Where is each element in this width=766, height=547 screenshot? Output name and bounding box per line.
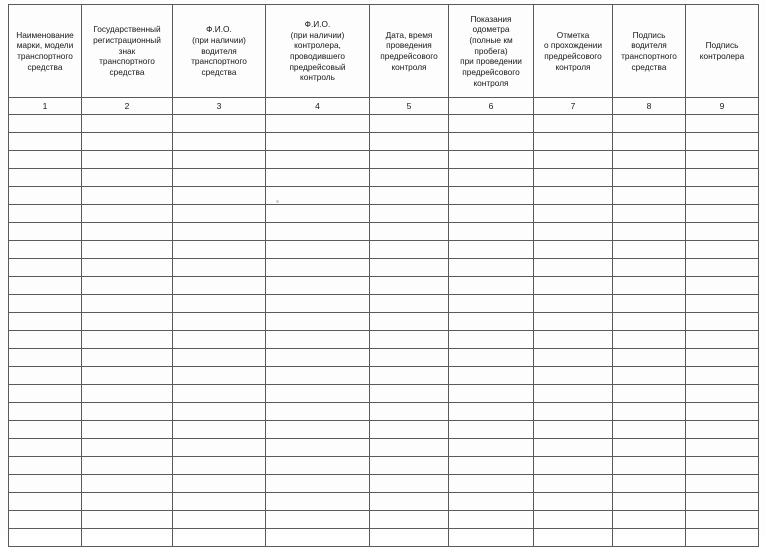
table-cell[interactable]	[449, 403, 534, 421]
table-cell[interactable]	[9, 133, 82, 151]
table-row	[9, 493, 759, 511]
column-header-datetime: Дата, время проведения предрейсового контроля	[370, 5, 449, 98]
table-cell[interactable]	[534, 277, 613, 295]
table-cell[interactable]	[370, 457, 449, 475]
table-cell[interactable]	[173, 529, 266, 547]
table-cell[interactable]	[686, 259, 759, 277]
table-cell[interactable]	[534, 403, 613, 421]
table-cell[interactable]	[370, 133, 449, 151]
table-cell[interactable]	[173, 151, 266, 169]
table-cell[interactable]	[266, 385, 370, 403]
table-cell[interactable]	[534, 367, 613, 385]
table-cell[interactable]	[9, 529, 82, 547]
table-cell[interactable]	[534, 169, 613, 187]
table-cell[interactable]	[173, 277, 266, 295]
table-cell[interactable]	[370, 349, 449, 367]
table-cell[interactable]	[370, 475, 449, 493]
table-cell[interactable]	[173, 511, 266, 529]
table-cell[interactable]	[370, 403, 449, 421]
table-cell[interactable]	[449, 241, 534, 259]
table-cell[interactable]	[613, 457, 686, 475]
paper-speck	[276, 200, 279, 203]
table-row	[9, 475, 759, 493]
table-cell[interactable]	[370, 115, 449, 133]
table-cell[interactable]	[613, 205, 686, 223]
table-cell[interactable]	[173, 439, 266, 457]
table-cell[interactable]	[173, 241, 266, 259]
column-number-8: 8	[613, 98, 686, 115]
table-cell[interactable]	[266, 259, 370, 277]
table-cell[interactable]	[449, 367, 534, 385]
table-cell[interactable]	[82, 241, 173, 259]
table-cell[interactable]	[686, 115, 759, 133]
column-header-controller-signature: Подпись контролера	[686, 5, 759, 98]
table-cell[interactable]	[449, 223, 534, 241]
table-cell[interactable]	[370, 205, 449, 223]
table-cell[interactable]	[370, 313, 449, 331]
table-cell[interactable]	[82, 169, 173, 187]
table-cell[interactable]	[686, 151, 759, 169]
table-cell[interactable]	[613, 511, 686, 529]
table-cell[interactable]	[82, 259, 173, 277]
table-cell[interactable]	[266, 421, 370, 439]
table-cell[interactable]	[534, 439, 613, 457]
table-cell[interactable]	[266, 277, 370, 295]
table-cell[interactable]	[534, 385, 613, 403]
table-cell[interactable]	[266, 529, 370, 547]
table-cell[interactable]	[613, 529, 686, 547]
table-cell[interactable]	[82, 277, 173, 295]
table-cell[interactable]	[82, 151, 173, 169]
table-cell[interactable]	[686, 241, 759, 259]
table-row	[9, 169, 759, 187]
table-cell[interactable]	[266, 475, 370, 493]
table-row	[9, 187, 759, 205]
table-cell[interactable]	[449, 115, 534, 133]
table-cell[interactable]	[686, 457, 759, 475]
table-cell[interactable]	[82, 331, 173, 349]
table-cell[interactable]	[449, 331, 534, 349]
table-cell[interactable]	[534, 529, 613, 547]
table-cell[interactable]	[686, 349, 759, 367]
table-row	[9, 295, 759, 313]
table-cell[interactable]	[82, 115, 173, 133]
table-cell[interactable]	[613, 133, 686, 151]
table-row	[9, 259, 759, 277]
table-cell[interactable]	[449, 151, 534, 169]
table-cell[interactable]	[686, 385, 759, 403]
table-cell[interactable]	[173, 421, 266, 439]
table-cell[interactable]	[266, 331, 370, 349]
column-header-driver-name: Ф.И.О. (при наличии) водителя транспортного средства	[173, 5, 266, 98]
table-cell[interactable]	[266, 367, 370, 385]
table-cell[interactable]	[449, 439, 534, 457]
table-cell[interactable]	[686, 313, 759, 331]
table-cell[interactable]	[449, 349, 534, 367]
table-row	[9, 313, 759, 331]
pre-trip-control-journal-table	[8, 4, 759, 547]
table-row	[9, 241, 759, 259]
table-cell[interactable]	[686, 187, 759, 205]
table-cell[interactable]	[449, 295, 534, 313]
table-cell[interactable]	[686, 295, 759, 313]
table-cell[interactable]	[613, 475, 686, 493]
table-cell[interactable]	[613, 493, 686, 511]
table-cell[interactable]	[82, 187, 173, 205]
table-cell[interactable]	[173, 133, 266, 151]
table-cell[interactable]	[82, 133, 173, 151]
column-number-2: 2	[82, 98, 173, 115]
table-cell[interactable]	[686, 277, 759, 295]
header-row	[9, 5, 759, 98]
table-cell[interactable]	[266, 241, 370, 259]
table-row	[9, 205, 759, 223]
table-cell[interactable]	[82, 439, 173, 457]
table-cell[interactable]	[266, 115, 370, 133]
table-cell[interactable]	[370, 385, 449, 403]
table-cell[interactable]	[370, 493, 449, 511]
column-number-5: 5	[370, 98, 449, 115]
table-cell[interactable]	[534, 475, 613, 493]
table-row	[9, 457, 759, 475]
table-cell[interactable]	[173, 313, 266, 331]
table-cell[interactable]	[686, 493, 759, 511]
table-cell[interactable]	[449, 205, 534, 223]
column-header-odometer: Показания одометра (полные км пробега) при проведении предрейсового контроля	[449, 5, 534, 98]
table-cell[interactable]	[173, 331, 266, 349]
table-cell[interactable]	[613, 331, 686, 349]
table-cell[interactable]	[82, 313, 173, 331]
table-cell[interactable]	[534, 313, 613, 331]
table-cell[interactable]	[686, 421, 759, 439]
table-cell[interactable]	[686, 367, 759, 385]
table-cell[interactable]	[9, 313, 82, 331]
table-cell[interactable]	[534, 187, 613, 205]
table-cell[interactable]	[266, 349, 370, 367]
table-cell[interactable]	[534, 457, 613, 475]
table-cell[interactable]	[9, 295, 82, 313]
table-row	[9, 529, 759, 547]
table-cell[interactable]	[686, 133, 759, 151]
column-number-row	[9, 98, 759, 115]
table-cell[interactable]	[449, 277, 534, 295]
table-cell[interactable]	[173, 349, 266, 367]
table-cell[interactable]	[173, 223, 266, 241]
table-cell[interactable]	[613, 187, 686, 205]
table-row	[9, 151, 759, 169]
table-cell[interactable]	[266, 187, 370, 205]
column-number-3: 3	[173, 98, 266, 115]
table-cell[interactable]	[266, 511, 370, 529]
table-cell[interactable]	[9, 259, 82, 277]
table-cell[interactable]	[9, 223, 82, 241]
table-cell[interactable]	[449, 187, 534, 205]
table-cell[interactable]	[82, 529, 173, 547]
table-cell[interactable]	[534, 259, 613, 277]
table-cell[interactable]	[9, 403, 82, 421]
table-row	[9, 349, 759, 367]
table-cell[interactable]	[82, 493, 173, 511]
table-row	[9, 439, 759, 457]
table-row	[9, 223, 759, 241]
column-number-9: 9	[686, 98, 759, 115]
table-cell[interactable]	[9, 151, 82, 169]
table-cell[interactable]	[534, 115, 613, 133]
table-cell[interactable]	[173, 187, 266, 205]
column-number-1: 1	[9, 98, 82, 115]
table-row	[9, 385, 759, 403]
table-cell[interactable]	[686, 475, 759, 493]
table-header	[9, 5, 759, 115]
table-cell[interactable]	[266, 493, 370, 511]
table-cell[interactable]	[686, 529, 759, 547]
table-cell[interactable]	[370, 421, 449, 439]
table-row	[9, 115, 759, 133]
table-cell[interactable]	[266, 295, 370, 313]
table-cell[interactable]	[686, 223, 759, 241]
table-row	[9, 511, 759, 529]
table-cell[interactable]	[82, 475, 173, 493]
table-cell[interactable]	[9, 421, 82, 439]
table-cell[interactable]	[370, 331, 449, 349]
table-cell[interactable]	[173, 115, 266, 133]
table-cell[interactable]	[534, 205, 613, 223]
table-row	[9, 421, 759, 439]
column-number-4: 4	[266, 98, 370, 115]
table-body	[9, 115, 759, 547]
table-cell[interactable]	[534, 331, 613, 349]
table-cell[interactable]	[613, 403, 686, 421]
table-cell[interactable]	[370, 241, 449, 259]
table-cell[interactable]	[449, 133, 534, 151]
table-cell[interactable]	[613, 385, 686, 403]
table-cell[interactable]	[9, 457, 82, 475]
table-cell[interactable]	[449, 493, 534, 511]
table-cell[interactable]	[266, 313, 370, 331]
table-cell[interactable]	[534, 511, 613, 529]
table-cell[interactable]	[449, 421, 534, 439]
table-cell[interactable]	[370, 169, 449, 187]
table-cell[interactable]	[9, 511, 82, 529]
column-number-7: 7	[534, 98, 613, 115]
table-cell[interactable]	[449, 385, 534, 403]
table-cell[interactable]	[449, 511, 534, 529]
table-row	[9, 331, 759, 349]
table-row	[9, 403, 759, 421]
table-cell[interactable]	[613, 421, 686, 439]
table-cell[interactable]	[9, 241, 82, 259]
table-cell[interactable]	[370, 223, 449, 241]
table-cell[interactable]	[613, 349, 686, 367]
table-cell[interactable]	[613, 169, 686, 187]
column-header-controller-name: Ф.И.О. (при наличии) контролера, проводившего предрейсовый контроль	[266, 5, 370, 98]
table-cell[interactable]	[173, 475, 266, 493]
table-cell[interactable]	[173, 385, 266, 403]
table-cell[interactable]	[266, 403, 370, 421]
table-cell[interactable]	[534, 295, 613, 313]
table-cell[interactable]	[534, 151, 613, 169]
table-cell[interactable]	[613, 313, 686, 331]
table-cell[interactable]	[686, 169, 759, 187]
table-cell[interactable]	[9, 187, 82, 205]
table-cell[interactable]	[266, 439, 370, 457]
table-cell[interactable]	[613, 439, 686, 457]
table-cell[interactable]	[82, 457, 173, 475]
table-cell[interactable]	[370, 277, 449, 295]
table-cell[interactable]	[82, 349, 173, 367]
table-cell[interactable]	[82, 205, 173, 223]
table-cell[interactable]	[173, 403, 266, 421]
table-cell[interactable]	[266, 205, 370, 223]
table-cell[interactable]	[82, 403, 173, 421]
table-cell[interactable]	[613, 115, 686, 133]
table-cell[interactable]	[370, 511, 449, 529]
table-cell[interactable]	[449, 259, 534, 277]
table-cell[interactable]	[534, 421, 613, 439]
table-cell[interactable]	[9, 367, 82, 385]
table-cell[interactable]	[613, 277, 686, 295]
table-cell[interactable]	[9, 115, 82, 133]
table-cell[interactable]	[9, 439, 82, 457]
table-cell[interactable]	[82, 385, 173, 403]
table-cell[interactable]	[9, 331, 82, 349]
table-cell[interactable]	[370, 529, 449, 547]
table-cell[interactable]	[266, 223, 370, 241]
table-cell[interactable]	[266, 169, 370, 187]
table-row	[9, 277, 759, 295]
table-cell[interactable]	[449, 313, 534, 331]
table-cell[interactable]	[82, 511, 173, 529]
table-cell[interactable]	[266, 151, 370, 169]
column-header-registration-plate: Государственный регистрационный знак транспортного средства	[82, 5, 173, 98]
column-header-driver-signature: Подпись водителя транспортного средства	[613, 5, 686, 98]
table-cell[interactable]	[613, 151, 686, 169]
table-cell[interactable]	[9, 169, 82, 187]
table-cell[interactable]	[9, 349, 82, 367]
table-cell[interactable]	[613, 295, 686, 313]
table-cell[interactable]	[82, 367, 173, 385]
table-cell[interactable]	[82, 295, 173, 313]
table-cell[interactable]	[370, 295, 449, 313]
table-cell[interactable]	[686, 331, 759, 349]
table-cell[interactable]	[449, 457, 534, 475]
table-cell[interactable]	[82, 421, 173, 439]
table-cell[interactable]	[173, 367, 266, 385]
table-cell[interactable]	[686, 205, 759, 223]
table-cell[interactable]	[9, 385, 82, 403]
table-cell[interactable]	[534, 241, 613, 259]
table-cell[interactable]	[613, 223, 686, 241]
table-cell[interactable]	[534, 349, 613, 367]
table-cell[interactable]	[9, 205, 82, 223]
column-header-vehicle-model: Наименование марки, модели транспортного средства	[9, 5, 82, 98]
column-number-6: 6	[449, 98, 534, 115]
table-cell[interactable]	[266, 133, 370, 151]
table-cell[interactable]	[82, 223, 173, 241]
table-cell[interactable]	[173, 295, 266, 313]
table-cell[interactable]	[449, 529, 534, 547]
table-cell[interactable]	[9, 475, 82, 493]
table-cell[interactable]	[173, 169, 266, 187]
table-cell[interactable]	[449, 475, 534, 493]
table-cell[interactable]	[534, 493, 613, 511]
table-cell[interactable]	[370, 439, 449, 457]
table-cell[interactable]	[613, 367, 686, 385]
table-cell[interactable]	[370, 367, 449, 385]
table-cell[interactable]	[9, 277, 82, 295]
table-cell[interactable]	[534, 223, 613, 241]
table-row	[9, 367, 759, 385]
table-cell[interactable]	[173, 259, 266, 277]
table-cell[interactable]	[613, 259, 686, 277]
table-cell[interactable]	[686, 511, 759, 529]
table-cell[interactable]	[370, 259, 449, 277]
table-cell[interactable]	[173, 457, 266, 475]
table-cell[interactable]	[9, 493, 82, 511]
table-cell[interactable]	[534, 133, 613, 151]
table-row	[9, 133, 759, 151]
table-cell[interactable]	[686, 439, 759, 457]
table-cell[interactable]	[266, 457, 370, 475]
column-header-control-mark: Отметка о прохождении предрейсового контроля	[534, 5, 613, 98]
table-cell[interactable]	[173, 205, 266, 223]
table-cell[interactable]	[173, 493, 266, 511]
table-cell[interactable]	[370, 187, 449, 205]
table-cell[interactable]	[686, 403, 759, 421]
table-cell[interactable]	[613, 241, 686, 259]
table-cell[interactable]	[370, 151, 449, 169]
table-cell[interactable]	[449, 169, 534, 187]
